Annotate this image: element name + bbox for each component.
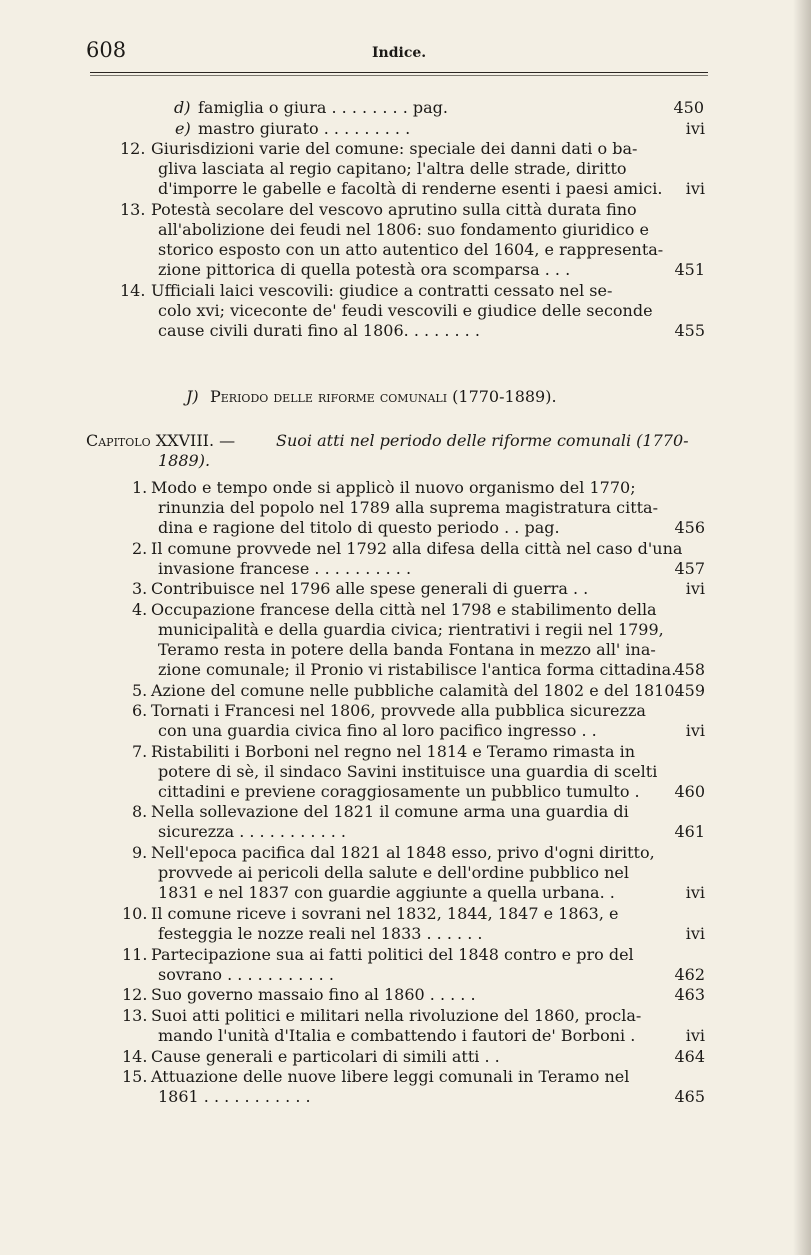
chapter-entry-2-prefix: 2. (132, 539, 148, 558)
chapter-entry-13-page: ivi (685, 1026, 705, 1045)
chapter-entry-6-line2: con una guardia civica fino al loro pacifico ingresso . . (158, 721, 597, 740)
entry-14-line1: Ufficiali laici vescovili: giudice a contratti cessato nel se- (151, 281, 613, 300)
chapter-entry-1-line3: dina e ragione del titolo di questo periodo . . pag. (158, 518, 560, 537)
chapter-entry-6-line1: Tornati i Francesi nel 1806, provvede alla pubblica sicurezza (151, 701, 646, 720)
chapter-entry-2-line1: Il comune provvede nel 1792 alla difesa della città nel caso d'una (151, 539, 683, 558)
entry-e-text: mastro giurato . . . . . . . . . (198, 119, 411, 138)
running-title: Indice. (372, 45, 427, 61)
chapter-entry-10-page: ivi (685, 924, 705, 943)
chapter-entry-1-page: 456 (674, 518, 705, 537)
entry-12-page: ivi (685, 179, 705, 198)
chapter-title-line1: Suoi atti nel periodo delle riforme comunali (1770- (276, 431, 689, 450)
chapter-entry-11-page: 462 (674, 965, 705, 984)
chapter-entry-8-page: 461 (674, 822, 705, 841)
chapter-entry-9-prefix: 9. (132, 843, 148, 862)
entry-e-prefix: e) (175, 119, 191, 138)
chapter-entry-13-line2: mando l'unità d'Italia e combattendo i fautori de' Borboni . (158, 1026, 636, 1045)
chapter-entry-4-line1: Occupazione francese della città nel 1798 e stabilimento della (151, 600, 657, 619)
chapter-entry-6-prefix: 6. (132, 701, 148, 720)
chapter-entry-5-page: 459 (674, 681, 705, 700)
chapter-entry-4-line4: zione comunale; il Pronio vi ristabilisce l'antica forma cittadina. (158, 660, 677, 679)
entry-13-line3: storico esposto con un atto autentico del 1604, e rappresenta- (158, 240, 664, 259)
chapter-entry-8-line1: Nella sollevazione del 1821 il comune arma una guardia di (151, 802, 629, 821)
entry-d-prefix: d) (174, 98, 191, 117)
chapter-entry-7-prefix: 7. (132, 742, 148, 761)
chapter-entry-2-page: 457 (674, 559, 705, 578)
chapter-entry-10-line2: festeggia le nozze reali nel 1833 . . . . . . (158, 924, 483, 943)
page-edge-shadow (793, 0, 811, 1255)
entry-14-prefix: 14. (120, 281, 146, 300)
entry-13-line2: all'abolizione dei feudi nel 1806: suo fondamento giuridico e (158, 220, 649, 239)
entry-12-prefix: 12. (120, 139, 146, 158)
chapter-entry-2-line2: invasione francese . . . . . . . . . . (158, 559, 412, 578)
chapter-entry-8-prefix: 8. (132, 802, 148, 821)
chapter-entry-7-line2: potere di sè, il sindaco Savini instituisce una guardia di scelti (158, 762, 658, 781)
chapter-entry-3-prefix: 3. (132, 579, 148, 598)
entry-12-line3: d'imporre le gabelle e facoltà di renderne esenti i paesi amici. (158, 179, 663, 198)
chapter-entry-10-line1: Il comune riceve i sovrani nel 1832, 1844, 1847 e 1863, e (151, 904, 619, 923)
entry-12-line2: gliva lasciata al regio capitano; l'altra delle strade, diritto (158, 159, 627, 178)
chapter-entry-11-prefix: 11. (122, 945, 148, 964)
chapter-entry-12-prefix: 12. (122, 985, 148, 1004)
header-rule (90, 72, 708, 73)
chapter-entry-7-line1: Ristabiliti i Borboni nel regno nel 1814 e Teramo rimasta in (151, 742, 636, 761)
entry-13-line4: zione pittorica di quella potestà ora scomparsa . . . (158, 260, 571, 279)
chapter-entry-8-line2: sicurezza . . . . . . . . . . . (158, 822, 346, 841)
chapter-entry-5-line1: Azione del comune nelle pubbliche calamità del 1802 e del 1810. (151, 681, 680, 700)
header-rule-second (90, 75, 708, 76)
chapter-entry-3-line1: Contribuisce nel 1796 alle spese generali di guerra . . (151, 579, 589, 598)
chapter-entry-14-prefix: 14. (122, 1047, 148, 1066)
chapter-entry-6-page: ivi (685, 721, 705, 740)
entry-13-page: 451 (674, 260, 705, 279)
period-title: Periodo delle riforme comunali (1770-1889). (210, 387, 557, 406)
chapter-entry-7-page: 460 (674, 782, 705, 801)
entry-12-line1: Giurisdizioni varie del comune: speciale dei danni dati o ba- (151, 139, 638, 158)
chapter-entry-11-line1: Partecipazione sua ai fatti politici del 1848 contro e pro del (151, 945, 634, 964)
page-number: 608 (86, 38, 127, 62)
entry-14-page: 455 (674, 321, 705, 340)
entry-14-line2: colo xvi; viceconte de' feudi vescovili e giudice delle seconde (158, 301, 653, 320)
chapter-entry-4-page: 458 (674, 660, 705, 679)
chapter-entry-12-line1: Suo governo massaio fino al 1860 . . . . . (151, 985, 476, 1004)
entry-13-prefix: 13. (120, 200, 146, 219)
chapter-entry-14-line1: Cause generali e particolari di simili atti . . (151, 1047, 500, 1066)
chapter-entry-14-page: 464 (674, 1047, 705, 1066)
chapter-entry-15-page: 465 (674, 1087, 705, 1106)
chapter-entry-10-prefix: 10. (122, 904, 148, 923)
chapter-entry-11-line2: sovrano . . . . . . . . . . . (158, 965, 334, 984)
chapter-entry-4-line3: Teramo resta in potere della banda Fontana in mezzo all' ina- (158, 640, 656, 659)
chapter-entry-9-line3: 1831 e nel 1837 con guardie aggiunte a quella urbana. . (158, 883, 615, 902)
entry-13-line1: Potestà secolare del vescovo aprutino sulla città durata fino (151, 200, 637, 219)
chapter-entry-1-line2: rinunzia del popolo nel 1789 alla suprema magistratura citta- (158, 498, 658, 517)
chapter-entry-9-line2: provvede ai pericoli della salute e dell'ordine pubblico nel (158, 863, 629, 882)
entry-e-page: ivi (685, 119, 705, 138)
chapter-entry-1-prefix: 1. (132, 478, 148, 497)
chapter-entry-15-prefix: 15. (122, 1067, 148, 1086)
chapter-entry-9-line1: Nell'epoca pacifica dal 1821 al 1848 esso, privo d'ogni diritto, (151, 843, 655, 862)
entry-d-text: famiglia o giura . . . . . . . . pag. (198, 98, 448, 117)
chapter-entry-5-prefix: 5. (132, 681, 148, 700)
chapter-entry-12-page: 463 (674, 985, 705, 1004)
chapter-entry-4-line2: municipalità e della guardia civica; rientrativi i regii nel 1799, (158, 620, 664, 639)
chapter-entry-7-line3: cittadini e previene coraggiosamente un pubblico tumulto . (158, 782, 640, 801)
entry-14-line3: cause civili durati fino al 1806. . . . . . . . (158, 321, 480, 340)
chapter-entry-1-line1: Modo e tempo onde si applicò il nuovo organismo del 1770; (151, 478, 636, 497)
chapter-entry-15-line1: Attuazione delle nuove libere leggi comunali in Teramo nel (151, 1067, 630, 1086)
chapter-entry-15-line2: 1861 . . . . . . . . . . . (158, 1087, 311, 1106)
chapter-entry-9-page: ivi (685, 883, 705, 902)
chapter-entry-13-line1: Suoi atti politici e militari nella rivoluzione del 1860, procla- (151, 1006, 642, 1025)
chapter-entry-13-prefix: 13. (122, 1006, 148, 1025)
period-prefix: J) (186, 387, 199, 406)
chapter-entry-3-page: ivi (685, 579, 705, 598)
chapter-title-line2: 1889). (158, 451, 211, 470)
chapter-label: Capitolo XXVIII. — (86, 431, 236, 450)
chapter-entry-4-prefix: 4. (132, 600, 148, 619)
entry-d-page: 450 (673, 98, 704, 117)
